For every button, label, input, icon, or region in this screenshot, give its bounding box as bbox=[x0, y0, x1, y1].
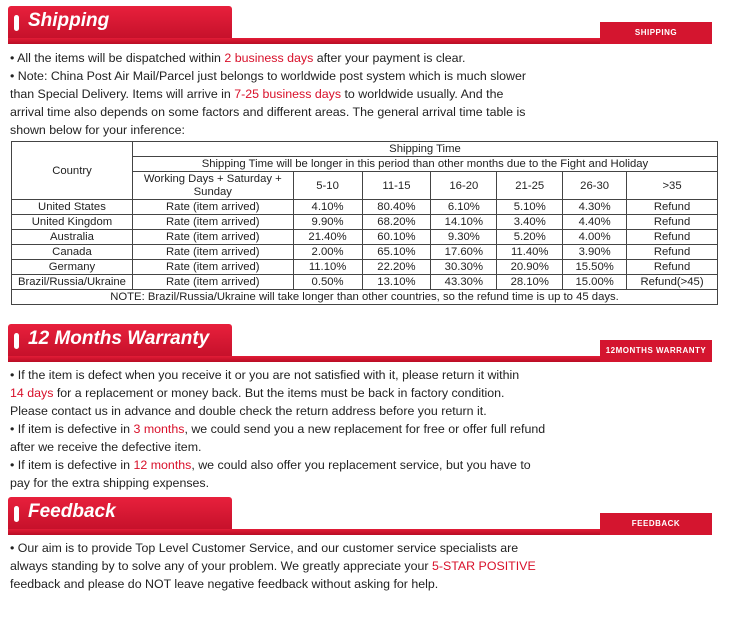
text-line bbox=[10, 557, 570, 575]
table-cell: 4.10% bbox=[293, 200, 362, 215]
text-run: • If item is defective in bbox=[10, 458, 134, 472]
text-line bbox=[10, 121, 570, 139]
text-run: feedback and please do NOT leave negative feedback without asking for help. bbox=[10, 577, 439, 591]
table-row bbox=[12, 275, 718, 290]
feedback-header bbox=[8, 497, 712, 535]
table-cell: 3.40% bbox=[497, 215, 563, 230]
shipping-text bbox=[10, 49, 570, 139]
table-cell: Rate (item arrived) bbox=[132, 230, 293, 245]
table-cell: 4.00% bbox=[563, 230, 627, 245]
column-header: 11-15 bbox=[362, 172, 431, 200]
table-cell: 13.10% bbox=[362, 275, 431, 290]
feedback-title: Feedback bbox=[28, 501, 116, 522]
text-run: arrival time also depends on some factors and different areas. The general arrival time table is bbox=[10, 105, 526, 119]
table-cell: 9.30% bbox=[431, 230, 497, 245]
table-cell: Refund bbox=[627, 230, 718, 245]
table-cell: Refund bbox=[627, 245, 718, 260]
table-cell: 80.40% bbox=[362, 200, 431, 215]
header-marker-icon bbox=[14, 333, 19, 349]
text-run: after your payment is clear. bbox=[313, 51, 466, 65]
text-line bbox=[10, 575, 570, 593]
table-cell: Rate (item arrived) bbox=[132, 275, 293, 290]
table-cell: Rate (item arrived) bbox=[132, 245, 293, 260]
shipping-time-header: Shipping Time bbox=[132, 142, 717, 157]
text-line bbox=[10, 539, 570, 557]
table-cell: 6.10% bbox=[431, 200, 497, 215]
text-run: , we could also offer you replacement service, but you have to bbox=[191, 458, 531, 472]
warranty-header bbox=[8, 324, 712, 362]
column-header: 5-10 bbox=[293, 172, 362, 200]
text-run: • If the item is defect when you receive it or you are not satisfied with it, please return it within bbox=[10, 368, 520, 382]
text-line bbox=[10, 456, 570, 474]
table-row bbox=[12, 260, 718, 275]
highlight-text: 12 months bbox=[133, 458, 192, 472]
column-header: 16-20 bbox=[431, 172, 497, 200]
table-cell: United Kingdom bbox=[12, 215, 133, 230]
header-marker-icon bbox=[14, 506, 19, 522]
table-cell: 68.20% bbox=[362, 215, 431, 230]
holiday-note-header: Shipping Time will be longer in this period than other months due to the Fight and Holiday bbox=[132, 157, 717, 172]
warranty-tag: 12MONTHS WARRANTY bbox=[600, 340, 712, 362]
text-run: • All the items will be dispatched within bbox=[10, 51, 225, 65]
table-cell: 20.90% bbox=[497, 260, 563, 275]
text-run: shown below for your inference: bbox=[10, 123, 185, 137]
text-line bbox=[10, 85, 570, 103]
table-cell: 30.30% bbox=[431, 260, 497, 275]
text-run: after we receive the defective item. bbox=[10, 440, 202, 454]
highlight-text: 3 months bbox=[133, 422, 185, 436]
table-cell: 3.90% bbox=[563, 245, 627, 260]
column-header: >35 bbox=[627, 172, 718, 200]
text-run: , we could send you a new replacement for free or offer full refund bbox=[184, 422, 546, 436]
table-cell: United States bbox=[12, 200, 133, 215]
text-run: always standing by to solve any of your problem. We greatly appreciate your bbox=[10, 559, 432, 573]
text-run: • Our aim is to provide Top Level Customer Service, and our customer service specialists are bbox=[10, 541, 519, 555]
table-row bbox=[12, 200, 718, 215]
table-cell: 65.10% bbox=[362, 245, 431, 260]
table-row bbox=[12, 230, 718, 245]
table-cell: 60.10% bbox=[362, 230, 431, 245]
table-cell: Australia bbox=[12, 230, 133, 245]
feedback-tag: FEEDBACK bbox=[600, 513, 712, 535]
text-line bbox=[10, 67, 570, 85]
text-run: to worldwide usually. And the bbox=[341, 87, 504, 101]
highlight-text: 5-STAR POSITIVE bbox=[431, 559, 536, 573]
text-line bbox=[10, 103, 570, 121]
table-cell: Refund bbox=[627, 200, 718, 215]
table-cell: 5.20% bbox=[497, 230, 563, 245]
shipping-time-table bbox=[11, 141, 718, 305]
table-cell: 11.10% bbox=[293, 260, 362, 275]
shipping-header bbox=[8, 6, 712, 44]
table-cell: 4.30% bbox=[563, 200, 627, 215]
table-cell: Refund(>45) bbox=[627, 275, 718, 290]
country-header: Country bbox=[12, 142, 133, 200]
table-cell: Canada bbox=[12, 245, 133, 260]
text-run: than Special Delivery. Items will arrive in bbox=[10, 87, 235, 101]
table-cell: Germany bbox=[12, 260, 133, 275]
table-cell: 5.10% bbox=[497, 200, 563, 215]
highlight-text: 14 days bbox=[10, 386, 54, 400]
table-cell: 15.00% bbox=[563, 275, 627, 290]
feedback-text bbox=[10, 539, 570, 593]
text-line bbox=[10, 402, 570, 420]
table-cell: Rate (item arrived) bbox=[132, 200, 293, 215]
text-line bbox=[10, 420, 570, 438]
table-row bbox=[12, 215, 718, 230]
table-cell: 21.40% bbox=[293, 230, 362, 245]
shipping-tag: SHIPPING bbox=[600, 22, 712, 44]
text-line bbox=[10, 474, 570, 492]
text-line bbox=[10, 438, 570, 456]
table-cell: Rate (item arrived) bbox=[132, 260, 293, 275]
column-header: Working Days + Saturday + Sunday bbox=[132, 172, 293, 200]
table-cell: 2.00% bbox=[293, 245, 362, 260]
table-cell: Refund bbox=[627, 215, 718, 230]
highlight-text: 2 business days bbox=[224, 51, 314, 65]
table-cell: 17.60% bbox=[431, 245, 497, 260]
table-cell: 22.20% bbox=[362, 260, 431, 275]
table-cell: 0.50% bbox=[293, 275, 362, 290]
table-cell: Brazil/Russia/Ukraine bbox=[12, 275, 133, 290]
table-cell: 15.50% bbox=[563, 260, 627, 275]
table-cell: 11.40% bbox=[497, 245, 563, 260]
text-run: for a replacement or money back. But the items must be back in factory condition. bbox=[53, 386, 505, 400]
text-run: Please contact us in advance and double check the return address before you return it. bbox=[10, 404, 487, 418]
column-header: 26-30 bbox=[563, 172, 627, 200]
column-header: 21-25 bbox=[497, 172, 563, 200]
table-cell: 9.90% bbox=[293, 215, 362, 230]
text-run: • If item is defective in bbox=[10, 422, 134, 436]
text-line bbox=[10, 384, 570, 402]
table-cell: 14.10% bbox=[431, 215, 497, 230]
text-line bbox=[10, 49, 570, 67]
table-cell: 4.40% bbox=[563, 215, 627, 230]
table-cell: Rate (item arrived) bbox=[132, 215, 293, 230]
table-footnote: NOTE: Brazil/Russia/Ukraine will take longer than other countries, so the refund time is up to 45 days. bbox=[12, 290, 718, 305]
warranty-title: 12 Months Warranty bbox=[28, 328, 210, 349]
warranty-text bbox=[10, 366, 570, 492]
table-row bbox=[12, 245, 718, 260]
shipping-title: Shipping bbox=[28, 10, 110, 31]
table-cell: 28.10% bbox=[497, 275, 563, 290]
table-cell: Refund bbox=[627, 260, 718, 275]
highlight-text: 7-25 business days bbox=[234, 87, 342, 101]
header-marker-icon bbox=[14, 15, 19, 31]
text-run: • Note: China Post Air Mail/Parcel just belongs to worldwide post system which is much slower bbox=[10, 69, 527, 83]
table-cell: 43.30% bbox=[431, 275, 497, 290]
text-run: pay for the extra shipping expenses. bbox=[10, 476, 210, 490]
text-line bbox=[10, 366, 570, 384]
